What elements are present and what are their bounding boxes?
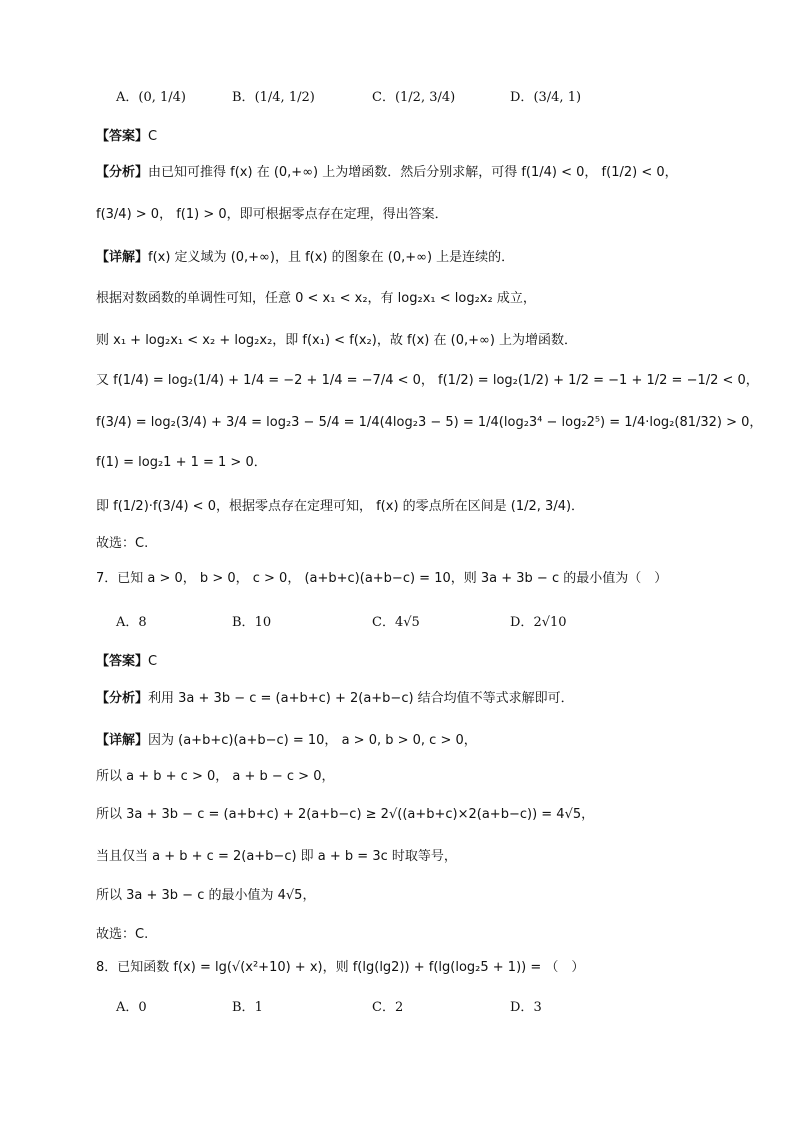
option-label: A．: [116, 90, 139, 105]
q7-answer: [96, 652, 157, 672]
analysis-text: 利用 3a + 3b − c = (a+b+c) + 2(a+b−c) 结合均值不等式求解即可．: [148, 691, 574, 706]
option-value: 0: [138, 1000, 147, 1015]
option-value: 1: [254, 1000, 263, 1015]
q7-option-b: [232, 613, 271, 633]
q6-analysis-line-2: f(3/4) > 0， f(1) > 0，即可根据零点存在定理，得出答案．: [96, 207, 448, 222]
detail-text: 因为 (a+b+c)(a+b−c) = 10， a > 0, b > 0, c > 0，: [148, 733, 477, 748]
q6-option-b: [232, 88, 315, 108]
answer-tag: 【答案】: [96, 129, 149, 144]
q6-detail-line-1: [96, 248, 514, 268]
answer-value: C: [148, 129, 158, 144]
q8-stem: 8．已知函数 f(x) = lg(√(x²+10) + x)，则 f(lg(lg2)) + f(lg(log₂5 + 1)) = （ ）: [96, 960, 585, 975]
answer-tag: 【答案】: [96, 654, 149, 669]
q6-detail-line-3: 则 x₁ + log₂x₁ < x₂ + log₂x₂，即 f(x₁) < f(x₂)，故 f(x) 在 (0,+∞) 上为增函数．: [96, 333, 578, 348]
option-label: D．: [510, 90, 534, 105]
option-label: B．: [232, 1000, 255, 1015]
option-label: C．: [372, 615, 395, 630]
analysis-text: 由已知可推得 f(x) 在 (0,+∞) 上为增函数．然后分别求解，可得 f(1/4) < 0， f(1/2) < 0，: [148, 165, 678, 180]
q8-option-c: [372, 998, 403, 1018]
q7-conclusion: 故选：C.: [96, 927, 149, 942]
option-value: 8: [138, 615, 147, 630]
analysis-tag: 【分析】: [96, 165, 149, 180]
q6-detail-line-7: 即 f(1/2)·f(3/4) < 0，根据零点存在定理可知， f(x) 的零点所在区间是 (1/2, 3/4)．: [96, 499, 585, 514]
option-value: (0, 1/4): [138, 90, 186, 105]
analysis-tag: 【分析】: [96, 691, 149, 706]
option-value: (1/4, 1/2): [254, 90, 315, 105]
q7-option-d: [510, 613, 567, 633]
detail-tag: 【详解】: [96, 250, 149, 265]
option-value: 2: [394, 1000, 404, 1015]
option-value: 3: [533, 1000, 542, 1015]
q8-option-d: [510, 998, 542, 1018]
option-label: D．: [510, 615, 534, 630]
q6-analysis-line-1: [96, 163, 678, 183]
q7-detail-line-3: 所以 3a + 3b − c = (a+b+c) + 2(a+b−c) ≥ 2√((a+b+c)×2(a+b−c)) = 4√5，: [96, 807, 595, 822]
option-label: A．: [116, 1000, 139, 1015]
q6-detail-line-4: 又 f(1/4) = log₂(1/4) + 1/4 = −2 + 1/4 = −7/4 < 0， f(1/2) = log₂(1/2) + 1/2 = −1 + 1/2 = −1/2 < 0，: [96, 373, 759, 388]
q7-option-a: [116, 613, 147, 633]
option-label: B．: [232, 615, 255, 630]
option-value: 4√5: [394, 615, 420, 630]
option-label: D．: [510, 1000, 534, 1015]
q6-answer: [96, 127, 157, 147]
option-label: A．: [116, 615, 139, 630]
q6-conclusion: 故选：C.: [96, 536, 149, 551]
option-value: (1/2, 3/4): [394, 90, 456, 105]
q7-option-c: [372, 613, 420, 633]
option-value: 2√10: [533, 615, 567, 630]
option-label: C．: [372, 90, 395, 105]
q7-detail-line-1: [96, 731, 477, 751]
q6-detail-line-5: f(3/4) = log₂(3/4) + 3/4 = log₂3 − 5/4 = 1/4(4log₂3 − 5) = 1/4(log₂3⁴ − log₂2⁵) = 1/4·log₂(81/32) > 0，: [96, 415, 763, 430]
q7-detail-line-2: 所以 a + b + c > 0， a + b − c > 0，: [96, 769, 335, 784]
option-label: B．: [232, 90, 255, 105]
answer-value: C: [148, 654, 158, 669]
q7-detail-line-5: 所以 3a + 3b − c 的最小值为 4√5，: [96, 888, 316, 903]
detail-text: f(x) 定义域为 (0,+∞)，且 f(x) 的图象在 (0,+∞) 上是连续的．: [148, 250, 515, 265]
q8-option-b: [232, 998, 263, 1018]
q7-analysis: [96, 689, 574, 709]
q6-option-d: [510, 88, 581, 108]
q8-option-a: [116, 998, 147, 1018]
option-value: (3/4, 1): [533, 90, 582, 105]
option-value: 10: [254, 615, 272, 630]
q6-detail-line-6: f(1) = log₂1 + 1 = 1 > 0．: [96, 455, 267, 470]
q6-detail-line-2: 根据对数函数的单调性可知，任意 0 < x₁ < x₂，有 log₂x₁ < log₂x₂ 成立，: [96, 291, 536, 306]
q6-option-a: [116, 88, 186, 108]
q7-stem: 7．已知 a > 0， b > 0， c > 0， (a+b+c)(a+b−c) = 10，则 3a + 3b − c 的最小值为（ ）: [96, 571, 668, 586]
detail-tag: 【详解】: [96, 733, 149, 748]
option-label: C．: [372, 1000, 395, 1015]
q6-option-c: [372, 88, 455, 108]
q7-detail-line-4: 当且仅当 a + b + c = 2(a+b−c) 即 a + b = 3c 时取等号，: [96, 849, 457, 864]
